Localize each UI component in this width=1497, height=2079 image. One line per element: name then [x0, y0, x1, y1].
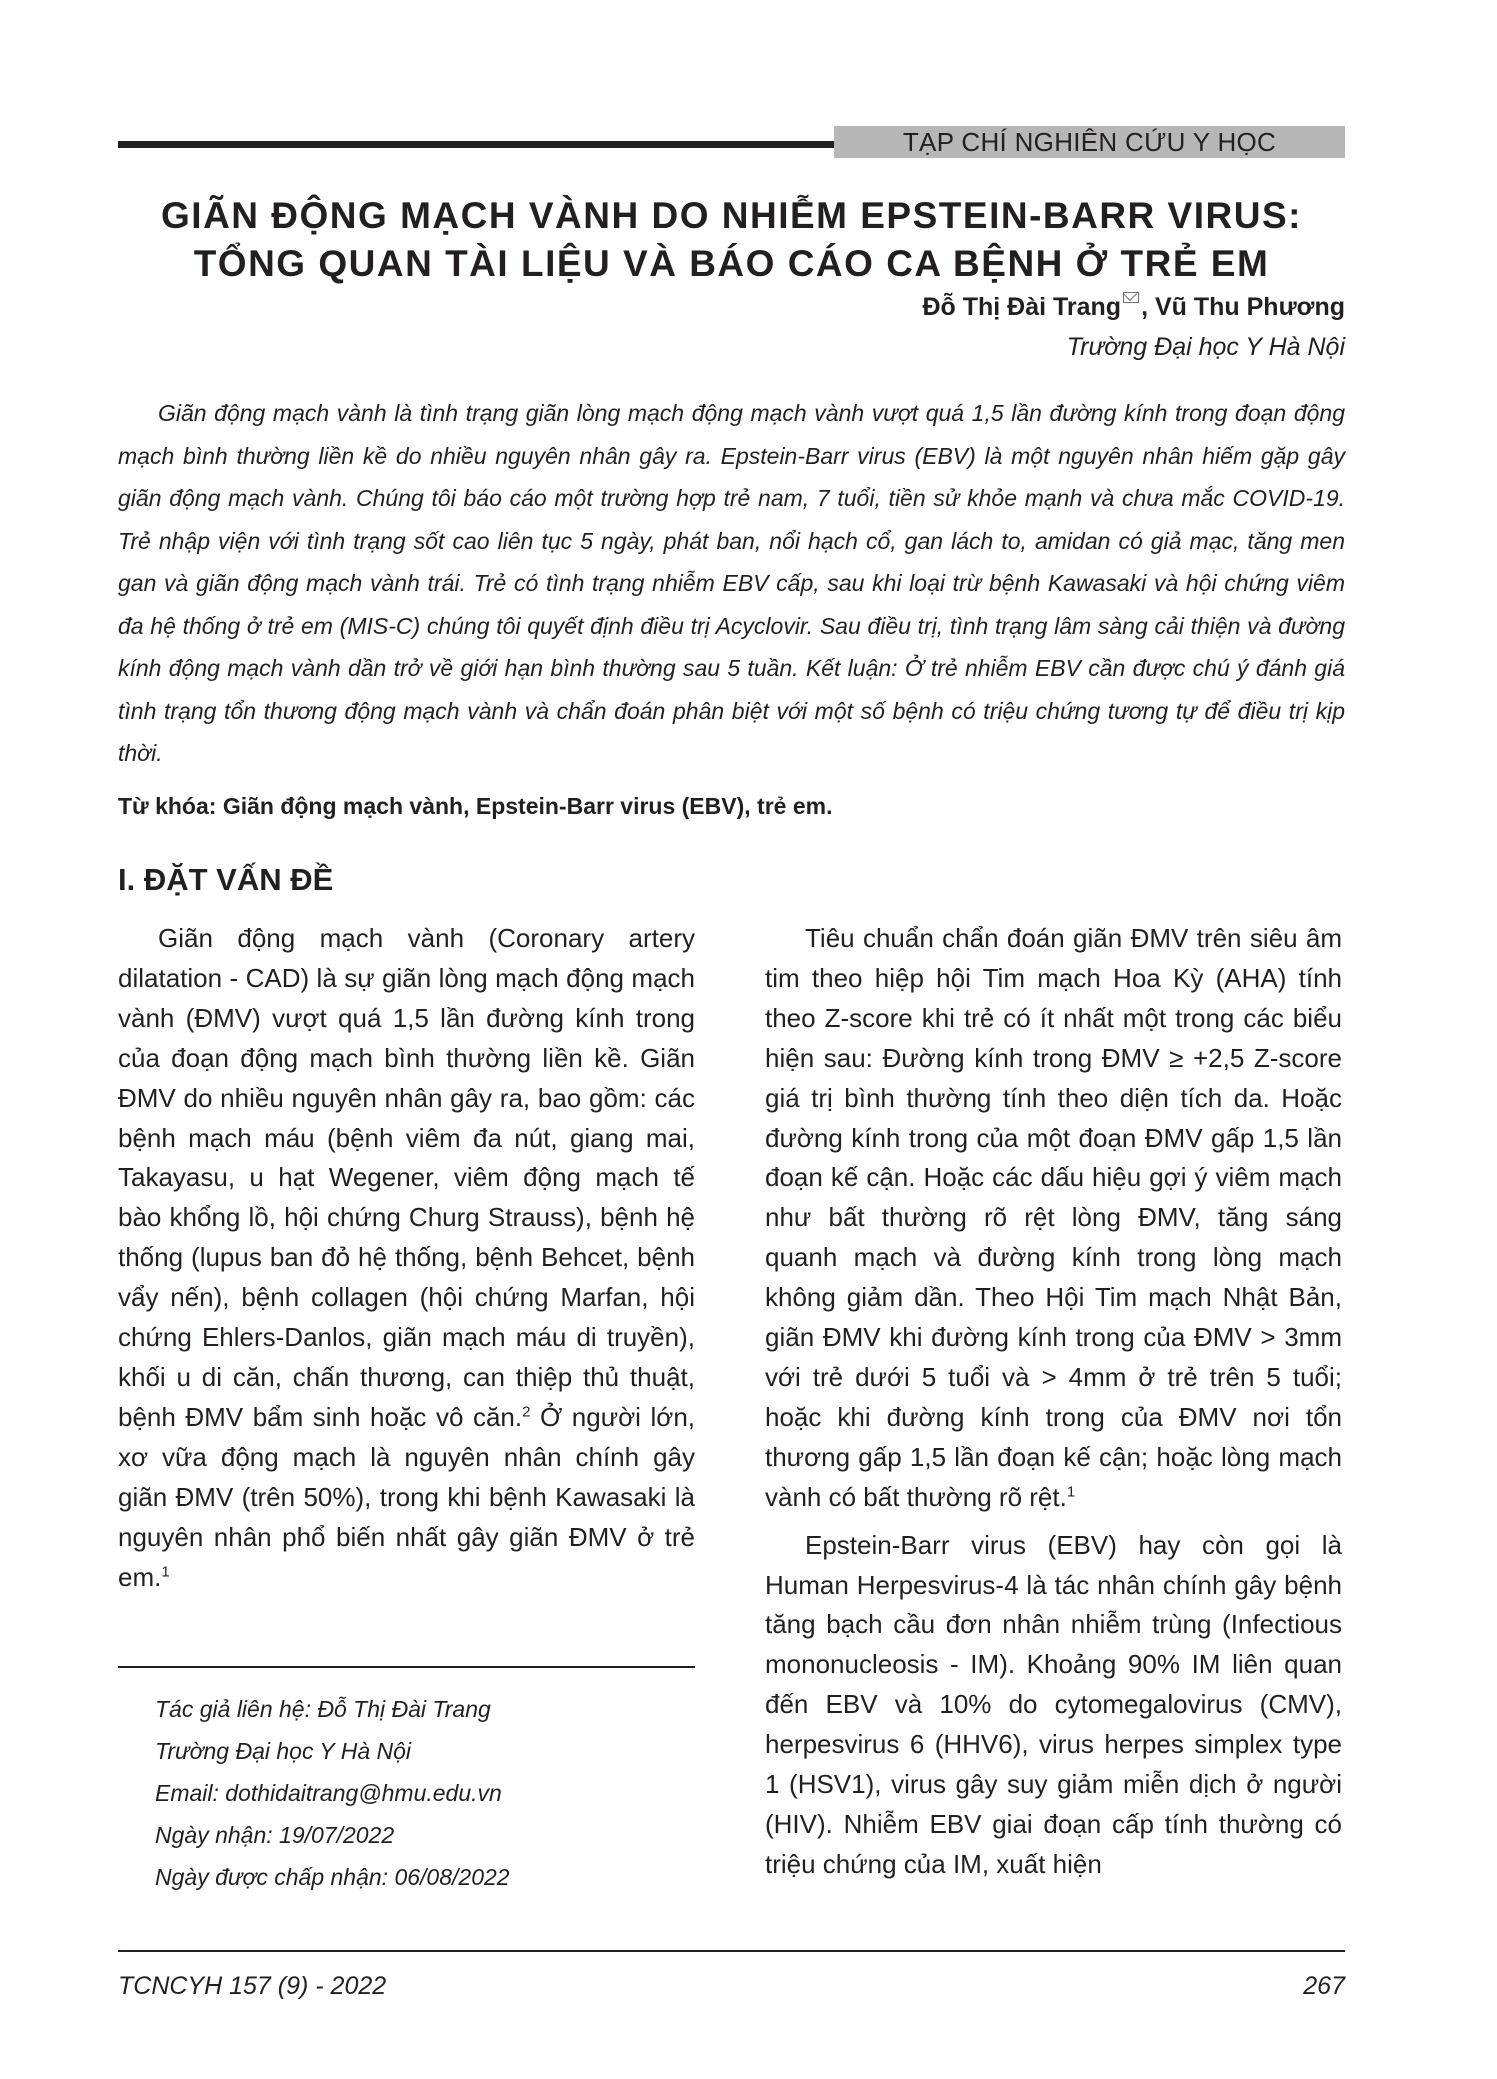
footnote-institution: Trường Đại học Y Hà Nội: [155, 1738, 412, 1764]
footer-citation: TCNCYH 157 (9) - 2022: [118, 1972, 387, 2000]
corresponding-author: Tác giả liên hệ: Đỗ Thị Đài Trang: [155, 1696, 491, 1722]
author-1: Đỗ Thị Đài Trang: [922, 293, 1122, 321]
left-column: [118, 919, 695, 1605]
title-line-1: GIÃN ĐỘNG MẠCH VÀNH DO NHIỄM EPSTEIN-BARR VIRUS:: [161, 195, 1302, 236]
paragraph: Epstein-Barr virus (EBV) hay còn gọi là Human Herpesvirus-4 là tác nhân chính gây bệnh tăng bạch cầu đơn nhân nhiễm trùng (Infectious mononucleosis - IM). Khoảng 90% IM liên quan đến EBV và 10% do cytomegalovirus (CMV), herpesvirus 6 (HHV6), virus herpes simplex type 1 (HSV1), virus gây suy giảm miễn dịch ở người (HIV). Nhiễm EBV giai đoạn cấp tính thường có triệu chứng của IM, xuất hiện: [765, 1529, 1342, 1879]
accepted-date: Ngày được chấp nhận: 06/08/2022: [155, 1864, 510, 1890]
affiliation: Trường Đại học Y Hà Nội: [1066, 333, 1345, 361]
received-date: Ngày nhận: 19/07/2022: [155, 1822, 395, 1848]
envelope-icon: [1123, 292, 1139, 303]
header-rule: [118, 141, 834, 148]
author-2: Vũ Thu Phương: [1154, 293, 1345, 321]
correspondence-footnote: [155, 1688, 510, 1898]
reference-marker: 2: [522, 1403, 531, 1421]
author-list: [922, 290, 1345, 324]
footnote-email: Email: dothidaitrang@hmu.edu.vn: [155, 1780, 502, 1806]
title-line-2: TỔNG QUAN TÀI LIỆU VÀ BÁO CÁO CA BỆNH Ở TRẺ EM: [193, 243, 1270, 284]
footnote-divider: [118, 1666, 695, 1668]
footer-rule: [118, 1950, 1345, 1952]
paragraph-text: Ở người lớn, xơ vữa động mạch là nguyên nhân chính gây giãn ĐMV (trên 50%), trong khi bệnh Kawasaki là nguyên nhân phổ biến nhất gây giãn ĐMV ở trẻ em.: [118, 1401, 695, 1592]
right-column: [765, 919, 1342, 1893]
article-title: [118, 192, 1345, 288]
section-heading: I. ĐẶT VẤN ĐỀ: [118, 862, 334, 897]
page-number: 267: [1303, 1972, 1345, 2000]
journal-name: TẠP CHÍ NGHIÊN CỨU Y HỌC: [834, 126, 1345, 158]
paragraph-text: Giãn động mạch vành (Coronary artery dilatation - CAD) là sự giãn lòng mạch động mạch vành (ĐMV) vượt quá 1,5 lần đường kính trong của đoạn động mạch bình thường liền kề. Giãn ĐMV do nhiều nguyên nhân gây ra, bao gồm: các bệnh mạch máu (bệnh viêm đa nút, giang mai, Takayasu, u hạt Wegener, viêm động mạch tế bào khổng lồ, hội chứng Churg Strauss), bệnh hệ thống (lupus ban đỏ hệ thống, bệnh Behcet, bệnh vẩy nến), bệnh collagen (hội chứng Marfan, hội chứng Ehlers-Danlos, giãn mạch máu di truyền), khối u di căn, chấn thương, can thiệp thủ thuật, bệnh ĐMV bẩm sinh hoặc vô căn.: [118, 923, 695, 1432]
paragraph: [765, 919, 1342, 1518]
keywords: Từ khóa: Giãn động mạch vành, Epstein-Barr virus (EBV), trẻ em.: [118, 793, 833, 819]
paragraph-text: Tiêu chuẩn chẩn đoán giãn ĐMV trên siêu âm tim theo hiệp hội Tim mạch Hoa Kỳ (AHA) tính theo Z-score khi trẻ có ít nhất một trong các biểu hiện sau: Đường kính trong ĐMV ≥ +2,5 Z-score giá trị bình thường tính theo diện tích da. Hoặc đường kính trong của một đoạn ĐMV gấp 1,5 lần đoạn kế cận. Hoặc các dấu hiệu gợi ý viêm mạch như bất thường rõ rệt lòng ĐMV, tăng sáng quanh mạch và đường kính trong lòng mạch không giảm dần. Theo Hội Tim mạch Nhật Bản, giãn ĐMV khi đường kính trong của ĐMV > 3mm với trẻ dưới 5 tuổi và > 4mm ở trẻ trên 5 tuổi; hoặc khi đường kính trong của ĐMV nơi tổn thương gấp 1,5 lần đoạn kế cận; hoặc lòng mạch vành có bất thường rõ rệt.: [765, 923, 1342, 1512]
author-separator: ,: [1141, 293, 1155, 321]
abstract: Giãn động mạch vành là tình trạng giãn lòng mạch động mạch vành vượt quá 1,5 lần đường kính trong đoạn động mạch bình thường liền kề do nhiều nguyên nhân gây ra. Epstein-Barr virus (EBV) là một nguyên nhân hiếm gặp gây giãn động mạch vành. Chúng tôi báo cáo một trường hợp trẻ nam, 7 tuổi, tiền sử khỏe mạnh và chưa mắc COVID-19. Trẻ nhập viện với tình trạng sốt cao liên tục 5 ngày, phát ban, nổi hạch cổ, gan lách to, amidan có giả mạc, tăng men gan và giãn động mạch vành trái. Trẻ có tình trạng nhiễm EBV cấp, sau khi loại trừ bệnh Kawasaki và hội chứng viêm đa hệ thống ở trẻ em (MIS-C) chúng tôi quyết định điều trị Acyclovir. Sau điều trị, tình trạng lâm sàng cải thiện và đường kính động mạch vành dần trở về giới hạn bình thường sau 5 tuần. Kết luận: Ở trẻ nhiễm EBV cần được chú ý đánh giá tình trạng tổn thương động mạch vành và chẩn đoán phân biệt với một số bệnh có triệu chứng tương tự để điều trị kịp thời.: [118, 400, 1345, 766]
paragraph: [118, 919, 695, 1597]
reference-marker: 1: [161, 1562, 170, 1580]
reference-marker: 1: [1066, 1483, 1076, 1501]
